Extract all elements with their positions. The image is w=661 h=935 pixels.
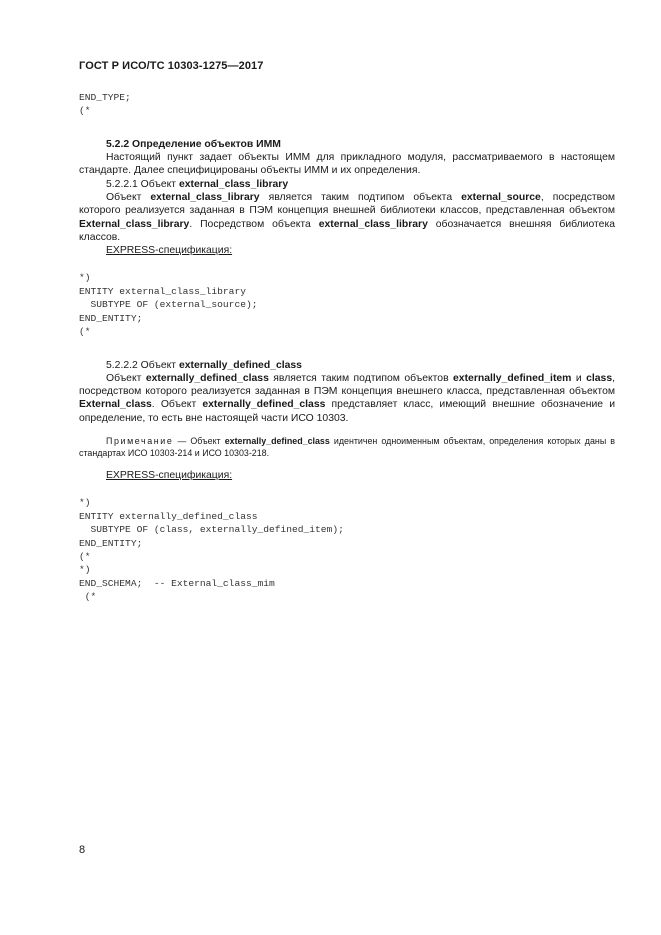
entity-name: External_class_library xyxy=(79,218,190,230)
code-block-end-type xyxy=(79,91,615,118)
code-block-external-class-library xyxy=(79,271,615,338)
page-number: 8 xyxy=(79,844,86,856)
entity-name: externally_defined_item xyxy=(453,372,572,384)
express-spec-label: EXPRESS-спецификация: xyxy=(106,470,233,481)
text-run: обозначается внешняя библиотека классов. xyxy=(79,218,615,243)
document-header: ГОСТ Р ИСО/ТС 10303-1275—2017 xyxy=(79,60,264,72)
express-spec-label: EXPRESS-спецификация: xyxy=(106,245,233,257)
code-line: *) xyxy=(79,497,91,509)
text-run: . Посредством объекта xyxy=(189,218,319,230)
section-heading-5-2-2: 5.2.2 Определение объектов ИММ xyxy=(106,138,281,150)
heading-prefix: 5.2.2.2 Объект xyxy=(106,359,179,371)
code-line: END_ENTITY; xyxy=(79,312,143,324)
code-line: SUBTYPE OF (external_source); xyxy=(79,299,258,311)
text-run: . Объект xyxy=(151,399,203,411)
section-paragraph-5-2-2-2 xyxy=(79,372,615,425)
code-line: (* xyxy=(79,550,91,562)
text-run: и xyxy=(571,372,587,384)
code-line: ENTITY externally_defined_class xyxy=(79,510,258,522)
entity-name: externally_defined_class xyxy=(202,399,326,411)
code-block-externally-defined-class xyxy=(79,496,615,603)
code-line: SUBTYPE OF (class, externally_defined_item); xyxy=(79,524,344,536)
section-paragraph-5-2-2: Настоящий пункт задает объекты ИММ для прикладного модуля, рассматриваемого в настоящем стандарте. Далее специфицированы объекты ИММ и их определения. xyxy=(79,152,615,177)
entity-name: class xyxy=(586,372,613,384)
code-line: END_SCHEMA; -- External_class_mim xyxy=(79,577,275,589)
code-line: (* xyxy=(79,326,91,338)
code-line: END_ENTITY; xyxy=(79,537,143,549)
text-run: — Объект xyxy=(173,436,225,446)
section-paragraph-5-2-2-1 xyxy=(79,191,615,244)
entity-name: external_class_library xyxy=(150,192,260,203)
text-run: является таким подтипом объекта xyxy=(259,192,462,203)
text-run: , посредством которого реализуется заданная в ПЭМ концепция внешнего класса, представленная объектом xyxy=(79,372,615,398)
code-line: (* xyxy=(79,105,91,117)
entity-name: external_class_library xyxy=(318,218,428,230)
text-run: , посредством которого реализуется заданная в ПЭМ концепция внешней библиотеки классов, представленная объектом xyxy=(79,192,615,217)
text-run: является таким подтипом объектов xyxy=(268,372,454,384)
note-paragraph xyxy=(79,435,615,459)
text-run: представляет класс, имеющий внешние обозначение и определение, то есть вне настоящей части ИСО 10303. xyxy=(79,399,615,424)
entity-name: externally_defined_class xyxy=(224,436,330,446)
heading-prefix: 5.2.2.1 Объект xyxy=(106,178,179,190)
section-heading-5-2-2-1 xyxy=(79,178,615,191)
text-run: Объект xyxy=(106,372,146,384)
document-body xyxy=(79,91,615,604)
entity-name: externally_defined_class xyxy=(145,372,269,384)
code-line: (* xyxy=(79,591,97,603)
code-line: *) xyxy=(79,272,91,284)
entity-name: External_class xyxy=(79,399,152,411)
section-heading-5-2-2-2 xyxy=(79,359,615,372)
code-line: ENTITY external_class_library xyxy=(79,285,246,297)
code-line: *) xyxy=(79,564,91,576)
entity-name: external_source xyxy=(461,192,541,203)
code-line: END_TYPE; xyxy=(79,92,131,103)
entity-name: external_class_library xyxy=(178,178,289,190)
text-run: Объект xyxy=(106,192,151,203)
note-label: Примечание xyxy=(106,436,174,446)
text-run: идентичен одноименным объектам, определения которых даны в стандартах ИСО 10303-214 и ИСО 10303-218. xyxy=(79,436,615,458)
entity-name: externally_defined_class xyxy=(178,359,302,371)
